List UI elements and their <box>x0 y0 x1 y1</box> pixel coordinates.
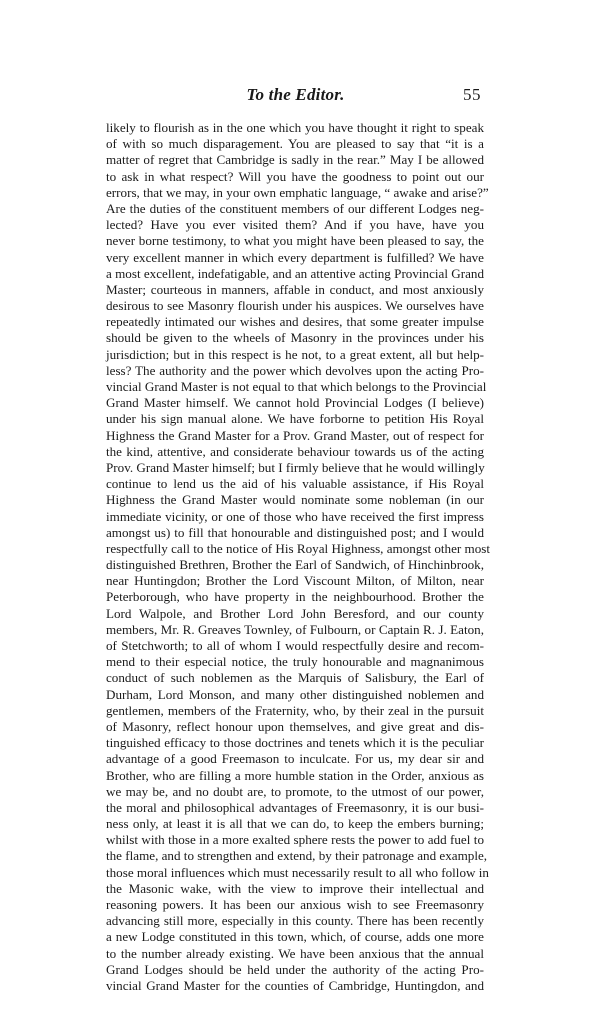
text-line: the kind, attentive, and considerate behaviour towards us of the acting <box>106 443 484 459</box>
text-line: the moral and philosophical advantages of Freemasonry, it is our busi- <box>106 799 484 815</box>
text-line: repeatedly intimated our wishes and desires, that some greater impulse <box>106 314 484 330</box>
text-line: members, Mr. R. Greaves Townley, of Fulbourn, or Captain R. J. Eaton, <box>106 621 484 637</box>
text-line: less? The authority and the power which devolves upon the acting Pro- <box>106 362 484 378</box>
text-line: to ask in what respect? Will you have the goodness to point out our <box>106 168 484 184</box>
text-line: Highness the Grand Master for a Prov. Grand Master, out of respect for <box>106 427 484 443</box>
text-line: Peterborough, who have property in the neighbourhood. Brother the <box>106 589 484 605</box>
text-line: amongst us) to fill that honourable and distinguished post; and I would <box>106 524 484 540</box>
text-line: matter of regret that Cambridge is sadly in the rear.” May I be allowed <box>106 152 484 168</box>
text-line: Highness the Grand Master would nominate some nobleman (in our <box>106 492 484 508</box>
text-line: advancing still more, especially in this county. There has been recently <box>106 913 484 929</box>
text-line: conduct of such noblemen as the Marquis of Salisbury, the Earl of <box>106 670 484 686</box>
text-line: likely to flourish as in the one which you have thought it right to speak <box>106 120 484 135</box>
text-line: vincial Grand Master is not equal to that which belongs to the Provincial <box>106 379 487 394</box>
text-line: of Masonry, reflect honour upon themselves, and give great and dis- <box>106 718 484 734</box>
text-line: should be given to the wheels of Masonry in the provinces under his <box>106 330 484 346</box>
body-text <box>106 120 491 994</box>
text-line: Grand Master himself. We cannot hold Provincial Lodges (I believe) <box>106 395 484 411</box>
text-line: Master; courteous in manners, affable in conduct, and most anxiously <box>106 281 484 297</box>
text-line: under his sign manual alone. We have forborne to petition His Royal <box>106 411 484 427</box>
text-line: Durham, Lord Monson, and many other distinguished noblemen and <box>106 686 484 702</box>
text-line: very excellent manner in which every department is fulfilled? We have <box>106 249 484 265</box>
text-line: the Masonic wake, with the view to improve their intellectual and <box>106 880 484 896</box>
text-line: jurisdiction; but in this respect is he not, to a great extent, all but help- <box>106 346 484 362</box>
text-line: vincial Grand Master for the counties of Cambridge, Huntingdon, and <box>106 977 484 993</box>
text-line: a new Lodge constituted in this town, which, of course, adds one more <box>106 929 484 945</box>
text-line: we may be, and no doubt are, to promote, to the utmost of our power, <box>106 783 484 799</box>
text-line: Are the duties of the constituent members of our different Lodges neg- <box>106 200 484 216</box>
text-line: immediate vicinity, or one of those who have received the first impress <box>106 508 484 524</box>
text-line: the flame, and to strengthen and extend, by their patronage and example, <box>106 848 488 864</box>
text-line: to the number already existing. We have been anxious that the annual <box>106 945 484 961</box>
page-header <box>0 84 591 106</box>
text-line: distinguished Brethren, Brother the Earl of Sandwich, of Hinchinbrook, <box>106 557 484 573</box>
text-line: gentlemen, members of the Fraternity, who, by their zeal in the pursuit <box>106 702 484 718</box>
text-line: whilst with those in a more exalted sphere rests the power to add fuel to <box>106 832 484 848</box>
text-line: those moral influences which must necessarily result to all who follow in <box>106 864 489 880</box>
text-line: Prov. Grand Master himself; but I firmly believe that he would willingly <box>106 459 485 475</box>
text-line: Brother, who are filling a more humble station in the Order, anxious as <box>106 767 484 783</box>
text-line: desirous to see Masonry flourish under his auspices. We ourselves have <box>106 298 484 314</box>
text-line: of with so much disparagement. You are pleased to say that “it is a <box>106 136 484 152</box>
text-line: continue to lend us the aid of his valuable assistance, if His Royal <box>106 476 484 492</box>
text-line: Grand Lodges should be held under the authority of the acting Pro- <box>106 961 484 977</box>
text-line: lected? Have you ever visited them? And if you have, have you <box>106 217 484 233</box>
text-line: of Stetchworth; to all of whom I would respectfully desire and recom- <box>106 638 484 653</box>
text-line: mend to their especial notice, the truly honourable and magnanimous <box>106 654 484 670</box>
page-number: 55 <box>463 85 481 104</box>
text-line: reasoning powers. It has been our anxious wish to see Freemasonry <box>106 897 484 912</box>
text-line: near Huntingdon; Brother the Lord Viscount Milton, of Milton, near <box>106 573 484 589</box>
text-line: respectfully call to the notice of His Royal Highness, amongst other most <box>106 540 491 556</box>
text-line: errors, that we may, in your own emphatic language, “ awake and arise?” <box>106 184 489 200</box>
running-title: To the Editor. <box>246 85 345 104</box>
text-line: advantage of a good Freemason to inculcate. For us, my dear sir and <box>106 751 484 767</box>
text-line: ness only, at least it is all that we can do, to keep the embers burning; <box>106 816 484 832</box>
text-line: never borne testimony, to what you might have been pleased to say, the <box>106 233 484 249</box>
text-line: tinguished efficacy to those doctrines and tenets which it is the peculiar <box>106 735 484 751</box>
text-line: a most excellent, indefatigable, and an attentive acting Provincial Grand <box>106 265 484 281</box>
text-line: Lord Walpole, and Brother Lord John Beresford, and our county <box>106 605 484 621</box>
